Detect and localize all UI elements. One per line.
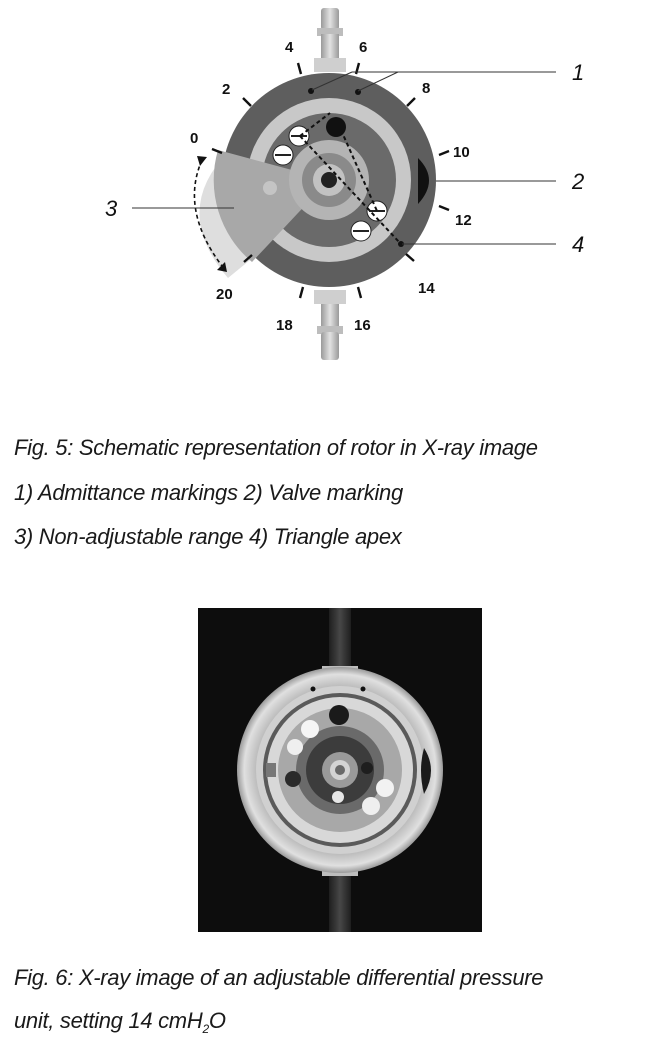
figure-6-caption-suffix: O xyxy=(208,1008,226,1033)
figure-5-caption-line-2: 1) Admittance markings 2) Valve marking xyxy=(14,480,403,505)
scale-label-12: 12 xyxy=(455,212,472,229)
figure-5-caption-title: Fig. 5: Schematic representation of rotor in X-ray image xyxy=(14,435,538,460)
scale-label-6: 6 xyxy=(359,39,368,56)
figure-6-caption-line-2 xyxy=(14,1010,226,1035)
callout-label-3: 3 xyxy=(105,196,118,221)
scale-label-2: 2 xyxy=(222,81,231,98)
scale-label-16: 16 xyxy=(354,317,371,334)
bottom-connector xyxy=(314,290,346,360)
callout-label-2: 2 xyxy=(572,169,585,194)
xray-image xyxy=(198,608,482,932)
scale-label-14: 14 xyxy=(418,280,435,297)
scale-label-8: 8 xyxy=(422,80,431,97)
figure-5-caption-line-3: 3) Non-adjustable range 4) Triangle apex xyxy=(14,524,402,549)
xray-magnet-black xyxy=(329,705,349,725)
pivot-marker xyxy=(263,181,277,195)
scale-label-4: 4 xyxy=(285,39,294,56)
top-connector xyxy=(314,8,346,72)
rotor-magnet-black xyxy=(326,117,346,137)
figure-6-caption-subscript: 2 xyxy=(202,1022,209,1036)
admittance-marking-dot xyxy=(308,88,314,94)
scale-label-18: 18 xyxy=(276,317,293,334)
scale-label-10: 10 xyxy=(453,144,470,161)
scale-label-20: 20 xyxy=(216,286,233,303)
figure-6-caption-prefix: unit, setting 14 cmH xyxy=(14,1008,203,1033)
callout-label-4: 4 xyxy=(572,232,585,257)
figure-6-caption-line-1: Fig. 6: X-ray image of an adjustable differential pressure xyxy=(14,965,544,990)
callout-label-1: 1 xyxy=(572,60,585,85)
scale-label-0: 0 xyxy=(190,130,199,147)
rotor-schematic-diagram xyxy=(0,0,669,380)
